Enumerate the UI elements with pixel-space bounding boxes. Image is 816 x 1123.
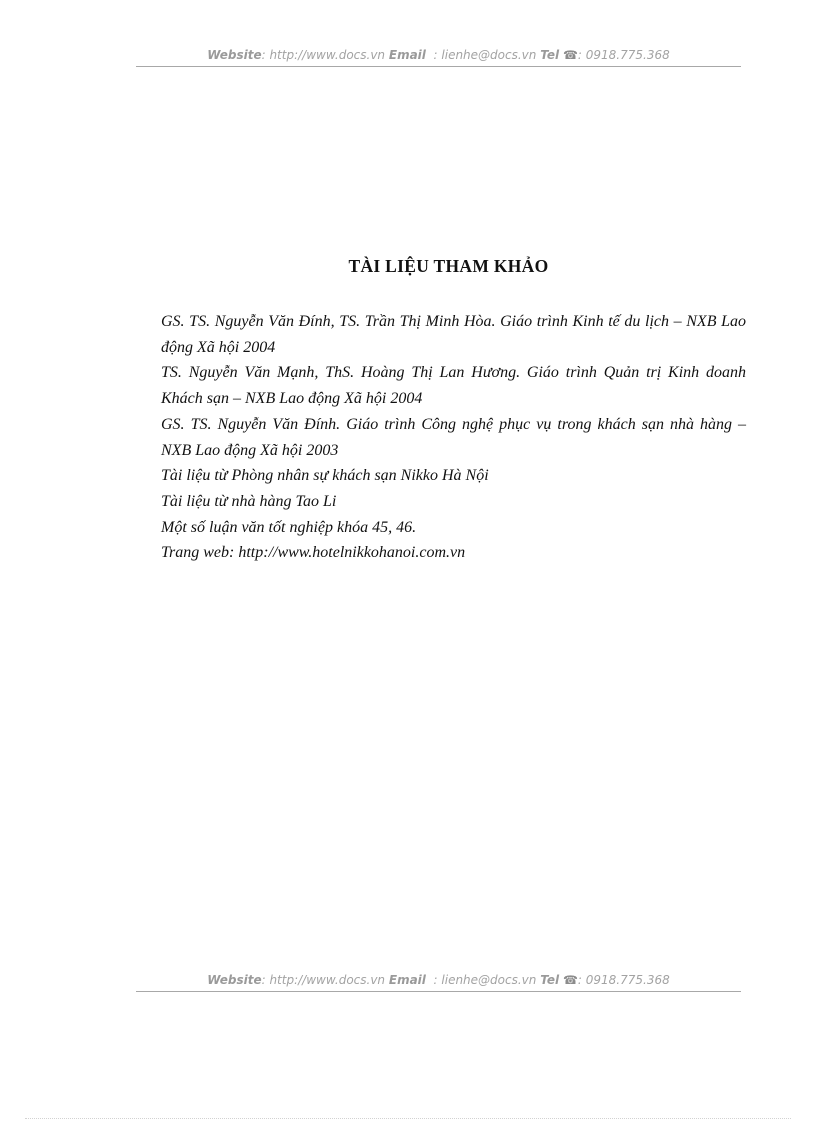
footer-website-value: : http://www.docs.vn [261, 973, 386, 987]
phone-icon: ☎ [562, 973, 578, 987]
header-email-label: Email [388, 48, 426, 62]
reference-item: GS. TS. Nguyễn Văn Đính. Giáo trình Công nghệ phục vụ trong khách sạn nhà hàng – NXB Lao động Xã hội 2003 [161, 415, 746, 459]
page-footer [136, 973, 741, 992]
footer-tel-label: Tel [540, 973, 560, 987]
reference-item: Một số luận văn tốt nghiệp khóa 45, 46. [161, 518, 417, 536]
page-bottom-border [25, 1118, 791, 1119]
page-title: TÀI LIỆU THAM KHẢO [348, 256, 549, 276]
footer-tel-value: : 0918.775.368 [577, 973, 670, 987]
reference-item: Trang web: http://www.hotelnikkohanoi.com.vn [161, 544, 466, 562]
header-email-value: : lienhe@docs.vn [433, 48, 537, 62]
footer-website-label: Website [207, 973, 262, 987]
phone-icon: ☎ [562, 48, 578, 62]
page-header [136, 48, 741, 67]
header-website-value: : http://www.docs.vn [261, 48, 386, 62]
header-tel-value: : 0918.775.368 [577, 48, 670, 62]
footer-email-value: : lienhe@docs.vn [433, 973, 537, 987]
reference-item: TS. Nguyễn Văn Mạnh, ThS. Hoàng Thị Lan Hương. Giáo trình Quản trị Kinh doanh Khách sạn – NXB Lao động Xã hội 2004 [161, 364, 746, 408]
reference-item: Tài liệu từ Phòng nhân sự khách sạn Nikko Hà Nội [161, 467, 489, 485]
reference-list [161, 309, 746, 566]
reference-item: GS. TS. Nguyễn Văn Đính, TS. Trần Thị Minh Hòa. Giáo trình Kinh tế du lịch – NXB Lao động Xã hội 2004 [161, 313, 746, 356]
header-website-label: Website [207, 48, 262, 62]
footer-email-label: Email [388, 973, 426, 987]
reference-item: Tài liệu từ nhà hàng Tao Li [161, 492, 337, 510]
header-tel-label: Tel [540, 48, 560, 62]
